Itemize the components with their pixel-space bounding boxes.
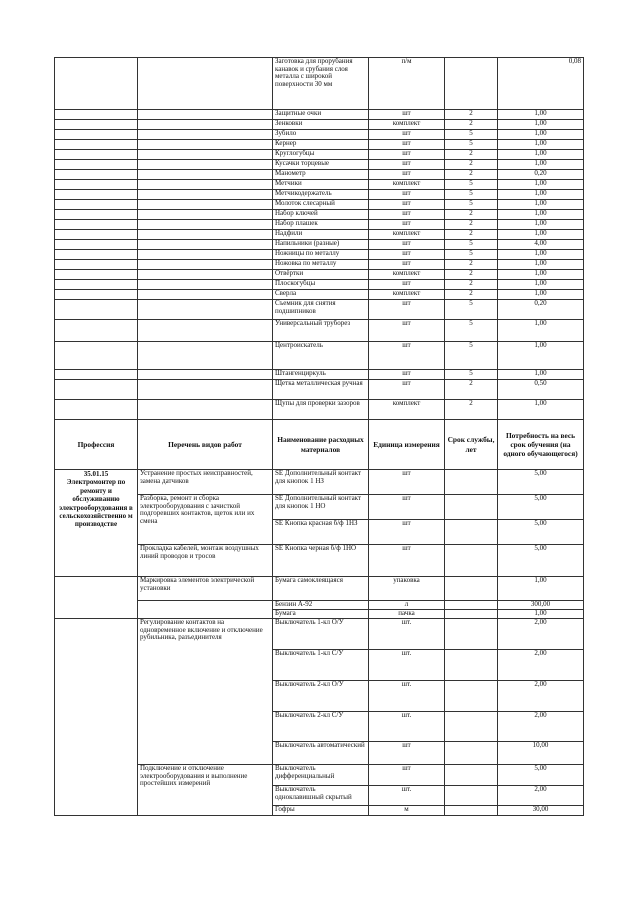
service-life — [445, 58, 498, 110]
material-name: Выключатель 1-кл О/У — [273, 619, 369, 650]
quantity: 5,00 — [498, 495, 584, 520]
unit: комплект — [369, 120, 445, 130]
materials-table — [54, 57, 584, 816]
service-life: 5 — [445, 140, 498, 150]
profession-cell — [55, 470, 138, 577]
material-name: Круглогубцы — [273, 150, 369, 160]
table-row — [55, 240, 584, 250]
material-name: SE Дополнительный контакт для кнопок 1 НЗ — [273, 470, 369, 495]
unit: п/м — [369, 58, 445, 110]
unit: шт — [369, 200, 445, 210]
material-name: Ножовка по металлу — [273, 260, 369, 270]
table-row — [55, 290, 584, 300]
table-row — [55, 300, 584, 320]
header-materials: Наименование расходных материалов — [273, 420, 369, 470]
service-life: 5 — [445, 200, 498, 210]
service-life: 2 — [445, 290, 498, 300]
quantity: 1,00 — [498, 250, 584, 260]
table-row — [55, 58, 584, 110]
work-item: Устранение простых неисправностей, замена датчиков — [138, 470, 273, 495]
service-life: 5 — [445, 250, 498, 260]
unit: шт — [369, 250, 445, 260]
work-item: Разборка, ремонт и сборка электрооборудования с зачисткой подгоревших контактов, щеток или их смена — [138, 495, 273, 545]
table-row — [55, 260, 584, 270]
quantity: 2,00 — [498, 786, 584, 806]
unit: комплект — [369, 400, 445, 420]
unit: шт — [369, 370, 445, 380]
table-row — [55, 220, 584, 230]
quantity: 0,08 — [498, 58, 584, 110]
quantity: 1,00 — [498, 260, 584, 270]
unit: комплект — [369, 290, 445, 300]
unit: шт — [369, 280, 445, 290]
quantity: 300,00 — [498, 601, 584, 610]
service-life: 5 — [445, 180, 498, 190]
quantity: 1,00 — [498, 150, 584, 160]
quantity: 10,00 — [498, 742, 584, 765]
service-life: 5 — [445, 240, 498, 250]
material-name: Сверла — [273, 290, 369, 300]
table-row — [55, 250, 584, 260]
material-name: Отвёртки — [273, 270, 369, 280]
material-name: Плоскогубцы — [273, 280, 369, 290]
work-item: Прокладка кабелей, монтаж воздушных линий проводов и тросов — [138, 545, 273, 577]
service-life: 2 — [445, 210, 498, 220]
quantity: 1,00 — [498, 577, 584, 601]
material-name: Штангенциркуль — [273, 370, 369, 380]
service-life: 2 — [445, 380, 498, 400]
unit: упаковка — [369, 577, 445, 601]
unit: шт — [369, 470, 445, 495]
quantity: 0,20 — [498, 300, 584, 320]
work-item: Маркировка элементов электрической установки — [138, 577, 273, 601]
table-row — [55, 470, 584, 495]
service-life: 5 — [445, 130, 498, 140]
material-name: Зубило — [273, 130, 369, 140]
material-name: Выключатель дифференциальный — [273, 765, 369, 786]
material-name: SE Кнопка красная б/ф 1НЗ — [273, 520, 369, 545]
quantity: 1,00 — [498, 160, 584, 170]
empty-cell — [55, 58, 138, 110]
unit: шт — [369, 190, 445, 200]
material-name: Выключатель автоматический — [273, 742, 369, 765]
material-name: Выключатель 2-кл С/У — [273, 712, 369, 742]
material-name: Молоток слесарный — [273, 200, 369, 210]
table-row — [55, 110, 584, 120]
quantity: 1,00 — [498, 120, 584, 130]
unit: комплект — [369, 270, 445, 280]
table-header-row — [55, 420, 584, 470]
material-name: Напильники (разные) — [273, 240, 369, 250]
quantity: 2,00 — [498, 681, 584, 712]
material-name: Кернер — [273, 140, 369, 150]
quantity: 0,50 — [498, 380, 584, 400]
material-name: Щупы для проверки зазоров — [273, 400, 369, 420]
quantity: 1,00 — [498, 270, 584, 280]
quantity: 1,00 — [498, 320, 584, 342]
unit: шт — [369, 495, 445, 520]
quantity: 1,00 — [498, 400, 584, 420]
table-row — [55, 619, 584, 650]
unit: шт — [369, 545, 445, 577]
material-name: Зенковки — [273, 120, 369, 130]
service-life: 2 — [445, 110, 498, 120]
unit: шт — [369, 260, 445, 270]
quantity: 1,00 — [498, 130, 584, 140]
service-life: 5 — [445, 190, 498, 200]
quantity: 1,00 — [498, 610, 584, 619]
material-name: Защитные очки — [273, 110, 369, 120]
table-row — [55, 400, 584, 420]
header-need: Потребность на весь срок обучения (на одного обучающегося) — [498, 420, 584, 470]
quantity: 1,00 — [498, 280, 584, 290]
table-row — [55, 270, 584, 280]
material-name: Заготовка для прорубания канавок и срубания слоя металла с широкой поверхности 30 мм — [273, 58, 369, 110]
unit: шт — [369, 742, 445, 765]
unit: шт. — [369, 619, 445, 650]
material-name: Выключатель 1-кл С/У — [273, 650, 369, 681]
table-row — [55, 150, 584, 160]
profession-code: 35.01.15 — [83, 470, 109, 478]
quantity: 4,00 — [498, 240, 584, 250]
unit: шт — [369, 765, 445, 786]
unit: шт — [369, 150, 445, 160]
material-name: Универсальный труборез — [273, 320, 369, 342]
service-life: 2 — [445, 220, 498, 230]
unit: шт. — [369, 681, 445, 712]
work-item: Регулирование контактов на одновременное включение и отключение рубильника, разъединителя — [138, 619, 273, 765]
quantity: 1,00 — [498, 290, 584, 300]
service-life: 5 — [445, 320, 498, 342]
unit: л — [369, 601, 445, 610]
service-life: 2 — [445, 260, 498, 270]
unit: шт — [369, 300, 445, 320]
quantity: 1,00 — [498, 220, 584, 230]
unit: шт — [369, 320, 445, 342]
unit: шт — [369, 210, 445, 220]
unit: шт — [369, 140, 445, 150]
material-name: Выключатель 2-кл О/У — [273, 681, 369, 712]
table-row — [55, 160, 584, 170]
header-profession: Профессия — [55, 420, 138, 470]
quantity: 1,00 — [498, 180, 584, 190]
table-row — [55, 280, 584, 290]
quantity: 5,00 — [498, 470, 584, 495]
service-life: 2 — [445, 270, 498, 280]
material-name: Центроискатель — [273, 342, 369, 370]
quantity: 5,00 — [498, 765, 584, 786]
table-row — [55, 370, 584, 380]
material-name: Гофры — [273, 806, 369, 816]
table-row — [55, 130, 584, 140]
table-row — [55, 380, 584, 400]
material-name: Надфили — [273, 230, 369, 240]
material-name: Набор плашек — [273, 220, 369, 230]
unit: шт — [369, 220, 445, 230]
service-life: 5 — [445, 370, 498, 380]
quantity: 30,00 — [498, 806, 584, 816]
unit: м — [369, 806, 445, 816]
unit: пачка — [369, 610, 445, 619]
quantity: 1,00 — [498, 210, 584, 220]
material-name: Съемник для снятия подшипников — [273, 300, 369, 320]
quantity: 1,00 — [498, 370, 584, 380]
table-row — [55, 170, 584, 180]
table-row — [55, 577, 584, 601]
service-life: 2 — [445, 170, 498, 180]
empty-cell — [138, 58, 273, 110]
table-row — [55, 200, 584, 210]
unit: шт — [369, 170, 445, 180]
unit: шт. — [369, 786, 445, 806]
quantity: 5,00 — [498, 520, 584, 545]
material-name: Ножницы по металлу — [273, 250, 369, 260]
unit: шт — [369, 342, 445, 370]
header-life: Срок службы, лет — [445, 420, 498, 470]
unit: шт — [369, 130, 445, 140]
service-life: 2 — [445, 160, 498, 170]
table-row — [55, 190, 584, 200]
service-life: 5 — [445, 300, 498, 320]
material-name: Щетка металлическая ручная — [273, 380, 369, 400]
service-life: 2 — [445, 120, 498, 130]
unit: комплект — [369, 230, 445, 240]
quantity: 5,00 — [498, 545, 584, 577]
table-row — [55, 342, 584, 370]
material-name: Выключатель одноклавишный скрытый — [273, 786, 369, 806]
service-life: 2 — [445, 400, 498, 420]
service-life: 5 — [445, 342, 498, 370]
material-name: Метчикодержатель — [273, 190, 369, 200]
material-name: Метчики — [273, 180, 369, 190]
unit: шт — [369, 380, 445, 400]
service-life: 2 — [445, 150, 498, 160]
unit: комплект — [369, 180, 445, 190]
header-works: Перечень видов работ — [138, 420, 273, 470]
unit: шт — [369, 240, 445, 250]
unit: шт. — [369, 650, 445, 681]
material-name: Кусачки торцевые — [273, 160, 369, 170]
unit: шт — [369, 110, 445, 120]
material-name: SE Дополнительный контакт для кнопок 1 НО — [273, 495, 369, 520]
table-row — [55, 180, 584, 190]
header-unit: Единица измерения — [369, 420, 445, 470]
quantity: 1,00 — [498, 230, 584, 240]
quantity: 1,00 — [498, 190, 584, 200]
profession-name: Электромонтер по ремонту и обслуживанию электрооборудования в сельскохозяйственно м производстве — [59, 478, 133, 529]
quantity: 1,00 — [498, 342, 584, 370]
work-item: Подключение и отключение электрооборудования и выполнение простейших измерений — [138, 765, 273, 816]
quantity: 0,20 — [498, 170, 584, 180]
quantity: 2,00 — [498, 650, 584, 681]
quantity: 1,00 — [498, 110, 584, 120]
material-name: SE Кнопка черная б/ф 1НО — [273, 545, 369, 577]
table-row — [55, 120, 584, 130]
table-row — [55, 230, 584, 240]
table-row — [55, 140, 584, 150]
quantity: 2,00 — [498, 619, 584, 650]
material-name: Бумага самоклеящаяся — [273, 577, 369, 601]
service-life: 2 — [445, 280, 498, 290]
unit: шт. — [369, 712, 445, 742]
material-name: Манометр — [273, 170, 369, 180]
material-name: Набор ключей — [273, 210, 369, 220]
table-row — [55, 210, 584, 220]
table-row — [55, 320, 584, 342]
service-life: 2 — [445, 230, 498, 240]
unit: шт — [369, 160, 445, 170]
quantity: 1,00 — [498, 140, 584, 150]
material-name: Бензин А-92 — [273, 601, 369, 610]
quantity: 2,00 — [498, 712, 584, 742]
unit: шт — [369, 520, 445, 545]
material-name: Бумага — [273, 610, 369, 619]
quantity: 1,00 — [498, 200, 584, 210]
